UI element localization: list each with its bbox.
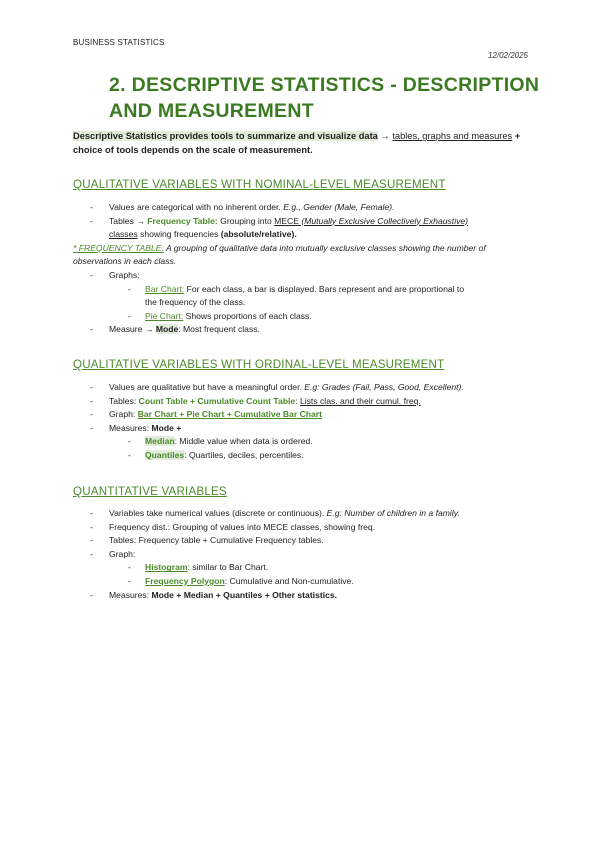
item-example: E.g: Number of children in a family. (326, 508, 460, 518)
item-text: Graphs: (109, 269, 140, 280)
list-item (73, 395, 533, 409)
course-header: BUSINESS STATISTICS (73, 38, 165, 47)
item-text: Tables → (109, 215, 148, 226)
item-text: : Quartiles, deciles, percentiles. (184, 449, 304, 460)
item-underlined: Lists clas. and their cumul. freq. (299, 395, 421, 406)
item-text: Measures: (109, 589, 152, 600)
definition-label: * FREQUENCY TABLE: (73, 242, 164, 253)
count-table-term: Count Table + Cumulative Count Table (138, 395, 296, 406)
definition-note (73, 242, 533, 269)
list-item (73, 548, 533, 562)
item-text: Tables: (109, 395, 139, 406)
item-text: Values are categorical with no inherent order. (109, 202, 284, 212)
item-text: Measure → (109, 324, 156, 335)
item-text: Graph: (109, 548, 136, 559)
item-bold: Mode + Median + Quantiles + Other statistics. (151, 589, 338, 600)
list-item (73, 283, 533, 310)
section-heading-ordinal: QUALITATIVE VARIABLES WITH ORDINAL-LEVEL MEASUREMENT (73, 358, 445, 371)
section-heading-nominal: QUALITATIVE VARIABLES WITH NOMINAL-LEVEL MEASUREMENT (73, 178, 446, 191)
list-item (73, 449, 533, 463)
intro-bold: Descriptive Statistics provides tools to summarize and visualize data (73, 131, 378, 141)
list-item (73, 381, 533, 395)
graph-types-term: Bar Chart + Pie Chart + Cumulative Bar Chart (137, 409, 323, 420)
frequency-table-term: Frequency Table: (147, 215, 218, 226)
date-header: 12/02/2025 (487, 51, 528, 60)
mode-term: Mode (155, 324, 179, 335)
item-text: Shows proportions of each class. (183, 310, 312, 321)
item-example: E.g: Grades (Fail, Pass, Good, Excellent). (304, 382, 464, 392)
intro-rest: + choice of tools depends on the scale of measurement. (73, 131, 521, 155)
list-item (73, 310, 533, 324)
bar-chart-term: Bar Chart: (145, 283, 185, 294)
item-text: Measures: (109, 422, 152, 433)
classes-term: classes (109, 229, 138, 240)
definition-text: observations in each class. (73, 256, 177, 267)
histogram-term: Histogram (145, 562, 188, 573)
quantiles-term: Quantiles (145, 449, 185, 460)
item-text: the frequency of the class. (145, 297, 246, 308)
list-item (73, 215, 533, 242)
nominal-list (73, 201, 533, 337)
frequency-polygon-term: Frequency Polygon (145, 575, 225, 586)
pie-chart-term: Pie Chart: (145, 310, 184, 321)
item-text: Frequency dist.: Grouping of values into MECE classes, showing freq. (109, 521, 376, 532)
item-text: Tables: Frequency table + Cumulative Frequency tables. (109, 535, 324, 546)
item-text: Values are qualitative but have a meaningful order. (109, 382, 305, 392)
section-heading-quantitative: QUANTITATIVE VARIABLES (73, 485, 227, 498)
item-text: Variables take numerical values (discrete or continuous). (109, 508, 327, 518)
list-item (73, 561, 533, 575)
definition-text: A grouping of qualitative data into mutually exclusive classes showing the number of (163, 242, 486, 253)
list-item (73, 507, 533, 521)
list-item (73, 521, 533, 535)
list-item (73, 323, 533, 337)
list-item (73, 269, 533, 283)
list-item (73, 575, 533, 589)
item-text: For each class, a bar is displayed. Bars represent and are proportional to (184, 283, 465, 294)
list-item (73, 534, 533, 548)
ordinal-list (73, 381, 533, 463)
intro-arrow: → (377, 131, 393, 141)
item-text: : Most frequent class. (178, 324, 260, 335)
quantitative-list (73, 507, 533, 602)
item-text: : similar to Bar Chart. (187, 562, 269, 573)
item-bold: Mode + (151, 422, 182, 433)
item-bold: (absolute/relative). (220, 229, 297, 240)
item-text: : (295, 395, 300, 406)
list-item (73, 201, 533, 215)
item-text: showing frequencies (137, 229, 221, 240)
median-term: Median (145, 436, 175, 447)
item-text: : Middle value when data is ordered. (174, 436, 313, 447)
page-title: 2. DESCRIPTIVE STATISTICS - DESCRIPTION AND MEASUREMENT (109, 74, 540, 122)
list-item (73, 422, 533, 436)
item-text: Graph: (109, 409, 138, 420)
list-item (73, 435, 533, 449)
mece-expansion: (Mutually Exclusive Collectively Exhaustive) (298, 215, 469, 226)
list-item (73, 408, 533, 422)
item-text: : Cumulative and Non-cumulative. (224, 575, 354, 586)
mece-term: MECE (274, 215, 299, 226)
item-text: Grouping into (217, 215, 275, 226)
intro-underlined: tables, graphs and measures (392, 131, 513, 141)
list-item (73, 589, 533, 603)
item-example: E.g., Gender (Male, Female). (283, 202, 395, 212)
intro-paragraph (73, 129, 533, 157)
